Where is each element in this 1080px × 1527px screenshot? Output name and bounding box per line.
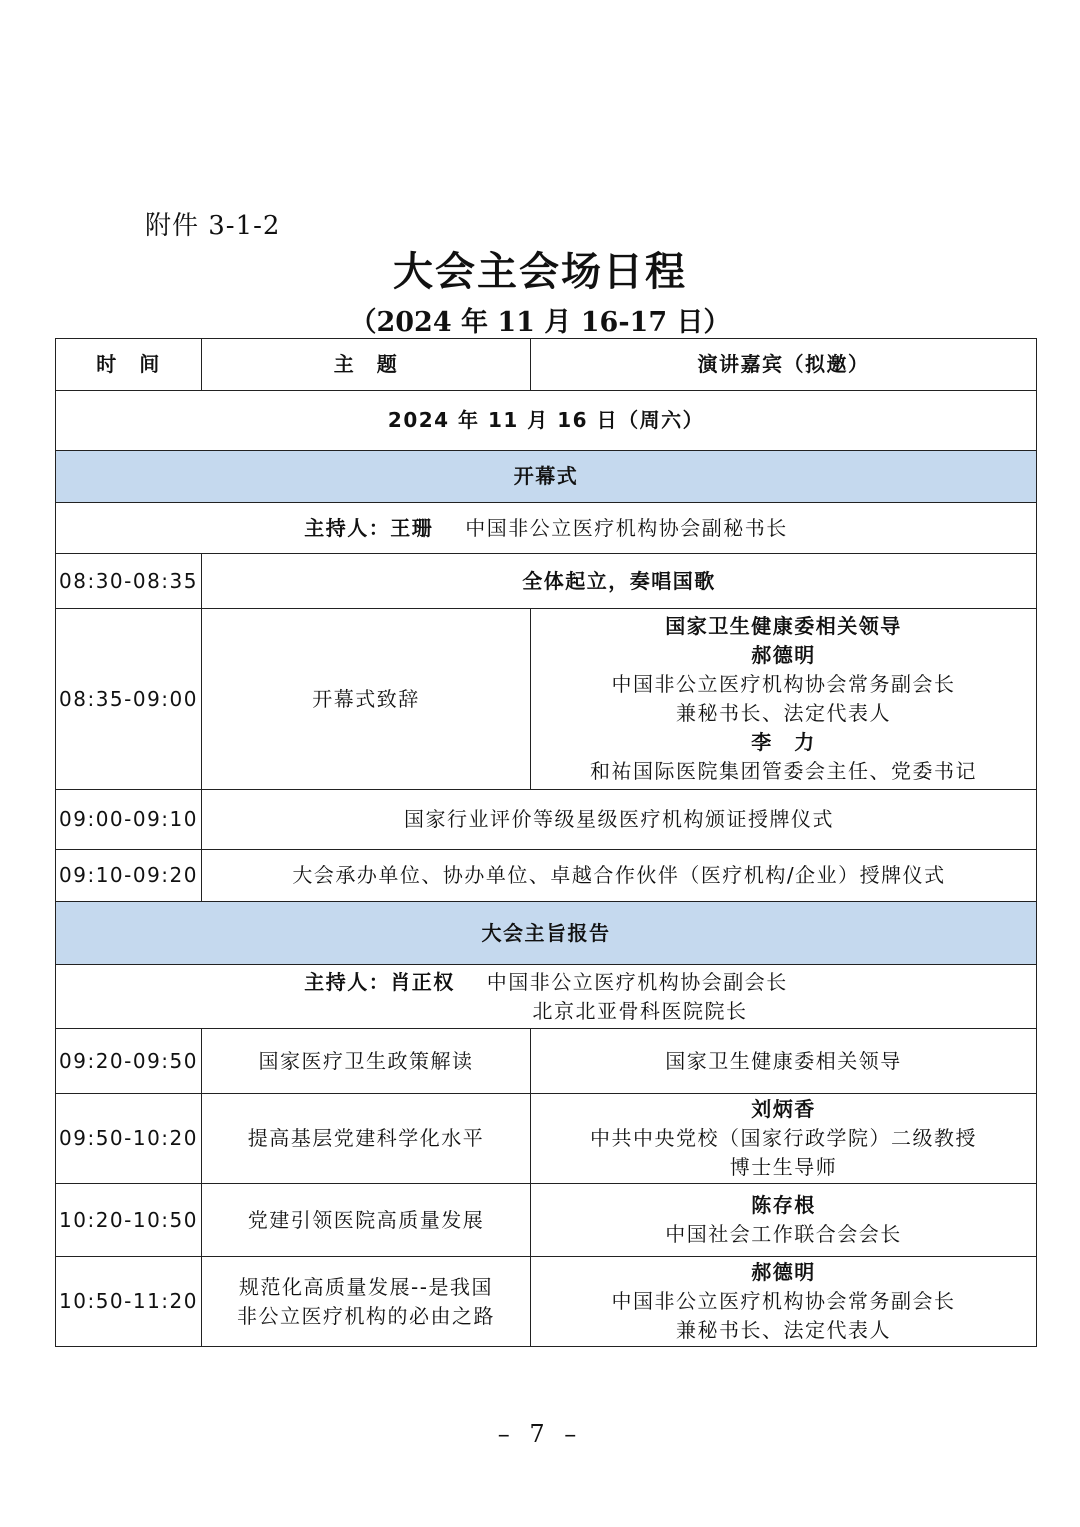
page-subtitle: （2024 年 11 月 16-17 日） [349, 307, 731, 338]
speaker-description: 中国非公立医疗机构协会常务副会长 [611, 1289, 956, 1313]
topic-cell: 党建引领医院高质量发展 [202, 1184, 531, 1257]
header-row [56, 339, 1037, 391]
table-row [56, 1257, 1037, 1347]
time-cell: 08:35-09:00 [56, 609, 202, 790]
page-number: – 7 – [497, 1420, 583, 1448]
date-row [56, 391, 1037, 451]
section-title-keynote: 大会主旨报告 [56, 902, 1037, 965]
time-cell: 08:30-08:35 [56, 554, 202, 609]
schedule-table [55, 338, 1037, 1347]
speaker-name: 李 力 [751, 730, 816, 754]
host-description: 北京北亚骨科医院院长 [532, 998, 748, 1023]
speaker-description: 兼秘书长、法定代表人 [676, 1318, 891, 1342]
date-cell: 2024 年 11 月 16 日（周六） [56, 391, 1037, 451]
time-cell: 09:20-09:50 [56, 1029, 202, 1094]
speaker-description: 中国社会工作联合会会长 [665, 1222, 902, 1246]
attachment-label: 附件 3-1-2 [145, 211, 281, 241]
speaker-description: 和祐国际医院集团管委会主任、党委书记 [590, 759, 977, 783]
host-row-opening [56, 503, 1037, 554]
speaker-name: 郝德明 [751, 1260, 816, 1284]
header-topic: 主 题 [202, 339, 531, 391]
speaker-cell [531, 1184, 1037, 1257]
header-speakers: 演讲嘉宾（拟邀） [531, 339, 1037, 391]
speaker-description: 中共中央党校（国家行政学院）二级教授 [590, 1126, 977, 1150]
header-time: 时 间 [56, 339, 202, 391]
topic-cell: 提高基层党建科学化水平 [202, 1094, 531, 1184]
topic-cell: 开幕式致辞 [202, 609, 531, 790]
speaker-description: 兼秘书长、法定代表人 [676, 701, 891, 725]
speaker-name: 郝德明 [751, 643, 816, 667]
host-cell-keynote [56, 965, 1037, 1029]
time-cell: 09:50-10:20 [56, 1094, 202, 1184]
topic-cell: 国家医疗卫生政策解读 [202, 1029, 531, 1094]
table-row [56, 1094, 1037, 1184]
agenda-item: 大会承办单位、协办单位、卓越合作伙伴（医疗机构/企业）授牌仪式 [202, 850, 1037, 902]
time-cell: 10:20-10:50 [56, 1184, 202, 1257]
host-label: 主持人：王珊 [304, 515, 434, 540]
section-row-keynote [56, 902, 1037, 965]
speaker-line: 国家卫生健康委相关领导 [665, 614, 902, 638]
speaker-name: 陈存根 [751, 1193, 816, 1217]
host-description: 中国非公立医疗机构协会副秘书长 [465, 515, 788, 540]
speaker-cell [531, 1094, 1037, 1184]
table-row [56, 609, 1037, 790]
speaker-cell [531, 1257, 1037, 1347]
agenda-item: 全体起立，奏唱国歌 [202, 554, 1037, 609]
topic-cell [202, 1257, 531, 1347]
speaker-cell [531, 609, 1037, 790]
section-row-opening [56, 451, 1037, 503]
time-cell: 09:00-09:10 [56, 790, 202, 850]
speaker-cell: 国家卫生健康委相关领导 [531, 1029, 1037, 1094]
speaker-name: 刘炳香 [751, 1097, 816, 1121]
speaker-description: 博士生导师 [729, 1155, 838, 1179]
host-row-keynote [56, 965, 1037, 1029]
agenda-item: 国家行业评价等级星级医疗机构颁证授牌仪式 [202, 790, 1037, 850]
time-cell: 10:50-11:20 [56, 1257, 202, 1347]
host-description: 中国非公立医疗机构协会副会长 [486, 969, 788, 994]
topic-line: 规范化高质量发展--是我国 [239, 1274, 493, 1299]
table-row [56, 790, 1037, 850]
host-cell-opening [56, 503, 1037, 554]
speaker-description: 中国非公立医疗机构协会常务副会长 [611, 672, 956, 696]
table-row [56, 850, 1037, 902]
topic-line: 非公立医疗机构的必由之路 [237, 1303, 495, 1328]
table-row [56, 554, 1037, 609]
table-row [56, 1184, 1037, 1257]
host-label: 主持人：肖正权 [304, 969, 455, 994]
table-row [56, 1029, 1037, 1094]
section-title-opening: 开幕式 [56, 451, 1037, 503]
time-cell: 09:10-09:20 [56, 850, 202, 902]
page-title: 大会主会场日程 [393, 249, 687, 295]
